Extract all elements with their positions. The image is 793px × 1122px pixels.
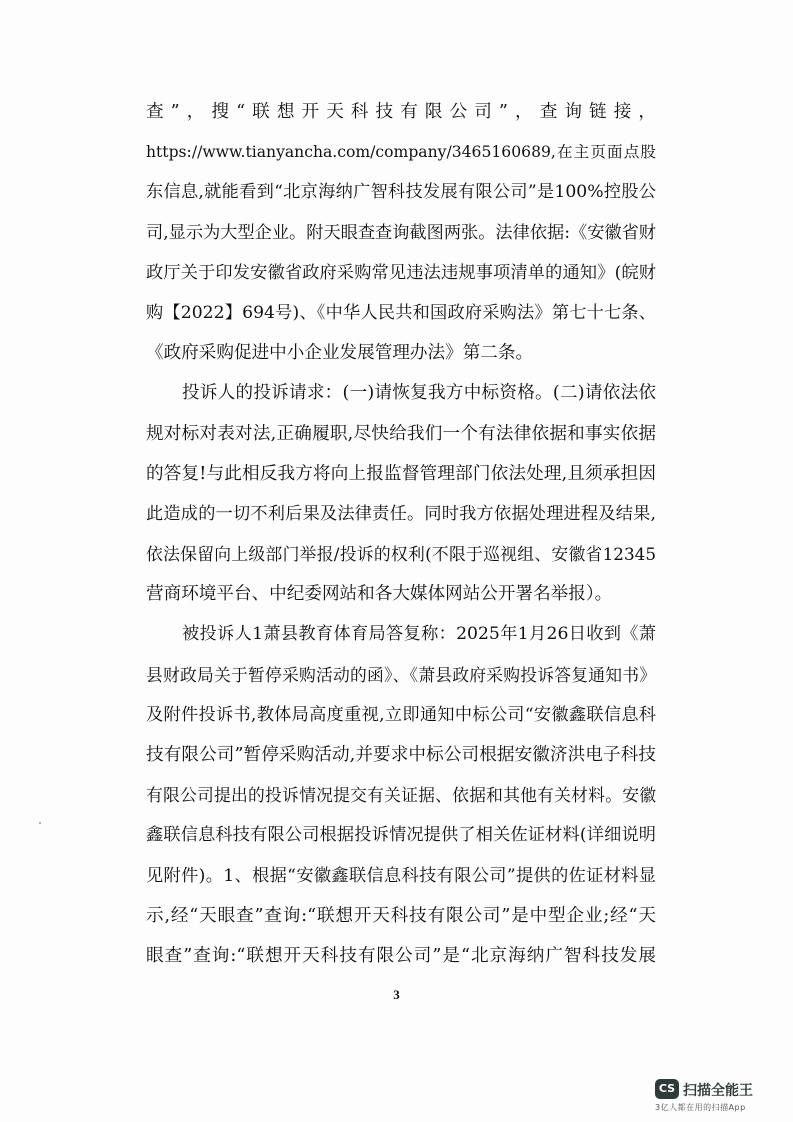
- body-line: 购【2022】694号)、《中华人民共和国政府采购法》第七十七条、: [146, 302, 656, 323]
- watermark-app-name: 扫描全能王: [683, 1083, 753, 1099]
- body-line: 依法保留向上级部门举报/投诉的权利(不限于巡视组、安徽省12345: [146, 544, 656, 565]
- body-line: 东信息,就能看到“北京海纳广智科技发展有限公司”是100%控股公: [146, 182, 656, 203]
- watermark-slogan: 3亿人都在用的扫描App: [655, 1103, 746, 1112]
- body-line: 司,显示为大型企业。附天眼查查询截图两张。法律依据:《安徽省财: [146, 222, 656, 243]
- body-line: 被投诉人1萧县教育体育局答复称：2025年1月26日收到《萧: [182, 624, 656, 645]
- body-line: 见附件)。1、根据“安徽鑫联信息科技有限公司”提供的佐证材料显: [146, 865, 656, 886]
- body-line: 此造成的一切不利后果及法律责任。同时我方依据处理进程及结果,: [146, 503, 656, 524]
- body-line: 查”，搜“联想开天科技有限公司”，查询链接，: [146, 102, 656, 122]
- body-line: 及附件投诉书,教体局高度重视,立即通知中标公司“安徽鑫联信息科: [146, 704, 656, 725]
- body-line: 的答复!与此相反我方将向上报监督管理部门依法处理,且须承担因: [146, 463, 656, 484]
- scan-speck: [39, 822, 41, 824]
- body-line: 技有限公司”暂停采购活动,并要求中标公司根据安徽济洪电子科技: [146, 745, 656, 765]
- body-line: 政厅关于印发安徽省政府采购常见违法违规事项清单的通知》(皖财: [146, 262, 656, 283]
- scanner-watermark: [655, 1077, 775, 1117]
- document-body: [146, 92, 656, 976]
- body-line: 示,经“天眼查”查询:“联想开天科技有限公司”是中型企业;经“天: [146, 905, 656, 926]
- body-line: 鑫联信息科技有限公司根据投诉情况提供了相关佐证材料(详细说明: [146, 825, 656, 846]
- body-line: 有限公司提出的投诉情况提交有关证据、依据和其他有关材料。安徽: [146, 785, 656, 806]
- page-number: 3: [393, 987, 400, 1002]
- body-line: https://www.tianyancha.com/company/3465160689,在主页面点股: [146, 143, 656, 162]
- body-line: 县财政局关于暂停采购活动的函》、《萧县政府采购投诉答复通知书》: [146, 664, 656, 685]
- body-line: 营商环境平台、中纪委网站和各大媒体网站公开署名举报）。: [146, 584, 613, 605]
- body-line: 投诉人的投诉请求：(一)请恢复我方中标资格。(二)请依法依: [182, 383, 656, 404]
- camscanner-logo-icon: CS: [655, 1079, 679, 1099]
- body-line: 《政府采购促进中小企业发展管理办法》第二条。: [146, 343, 534, 364]
- body-line: 规对标对表对法,正确履职,尽快给我们一个有法律依据和事实依据: [146, 423, 656, 444]
- body-line: 眼查”查询:“联想开天科技有限公司”是“北京海纳广智科技发展: [146, 945, 656, 966]
